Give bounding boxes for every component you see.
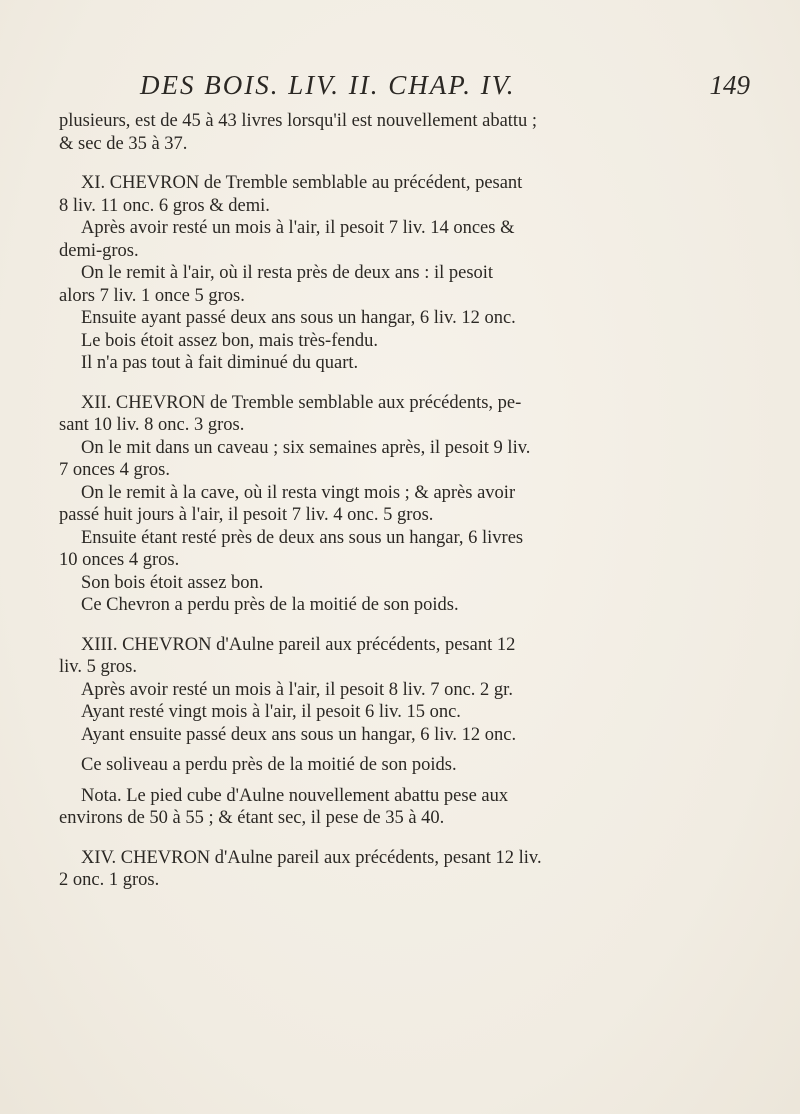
text-line: Ce soliveau a perdu près de la moitié de son poids. [81,755,457,775]
text-line: 8 liv. 11 onc. 6 gros & demi. [59,195,270,216]
text-line: environs de 50 à 55 ; & étant sec, il pese de 35 à 40. [59,808,445,828]
text-line: Il n'a pas tout à fait diminué du quart. [81,353,359,373]
text-line: XIV. CHEVRON d'Aulne pareil aux précédents, pesant 12 liv. [81,847,542,868]
running-title: DES BOIS. LIV. II. CHAP. IV. [140,70,516,100]
text-line: alors 7 liv. 1 once 5 gros. [59,285,245,306]
text-line: Le bois étoit assez bon, mais très-fendu. [81,330,378,351]
text-line: Ce Chevron a perdu près de la moitié de son poids. [81,595,459,615]
text-line: Après avoir resté un mois à l'air, il pesoit 8 liv. 7 onc. 2 gr. [81,679,513,700]
paragraph-gap [59,777,749,785]
body-text [59,110,749,892]
page-number: 149 [709,70,750,100]
text-line: On le remit à la cave, où il resta vingt mois ; & après avoir [81,482,516,503]
text-line: On le remit à l'air, où il resta près de deux ans : il pesoit [81,263,494,283]
text-line: plusieurs, est de 45 à 43 livres lorsqu'il est nouvellement abattu ; [59,111,538,131]
text-line: XIII. CHEVRON d'Aulne pareil aux précédents, pesant 12 [81,634,516,655]
text-line: liv. 5 gros. [59,657,137,677]
text-line: Ensuite étant resté près de deux ans sous un hangar, 6 livres [81,527,524,548]
text-line: Après avoir resté un mois à l'air, il pesoit 7 liv. 14 onces & [81,218,515,238]
text-line: & sec de 35 à 37. [59,133,188,154]
text-line: 7 onces 4 gros. [59,460,170,480]
text-line: Ensuite ayant passé deux ans sous un hangar, 6 liv. 12 onc. [81,308,516,328]
text-line: XI. CHEVRON de Tremble semblable au précédent, pesant [81,173,523,193]
paragraph-gap [59,155,749,172]
text-line: Ayant ensuite passé deux ans sous un hangar, 6 liv. 12 onc. [81,724,517,745]
text-line: 10 onces 4 gros. [59,550,180,570]
paragraph-gap [59,617,749,634]
text-line: XII. CHEVRON de Tremble semblable aux précédents, pe- [81,392,522,413]
text-line: 2 onc. 1 gros. [59,870,160,890]
text-line: Nota. Le pied cube d'Aulne nouvellement abattu pese aux [81,785,509,806]
running-head [140,70,750,106]
text-line: passé huit jours à l'air, il pesoit 7 liv. 4 onc. 5 gros. [59,505,434,525]
text-line: Ayant resté vingt mois à l'air, il pesoit 6 liv. 15 onc. [81,702,461,722]
paragraph-gap [59,830,749,847]
text-line: On le mit dans un caveau ; six semaines après, il pesoit 9 liv. [81,437,531,458]
text-line: Son bois étoit assez bon. [81,572,264,593]
paragraph-gap [59,746,749,754]
paragraph-gap [59,375,749,392]
text-line: sant 10 liv. 8 onc. 3 gros. [59,415,245,435]
text-line: demi-gros. [59,240,139,261]
